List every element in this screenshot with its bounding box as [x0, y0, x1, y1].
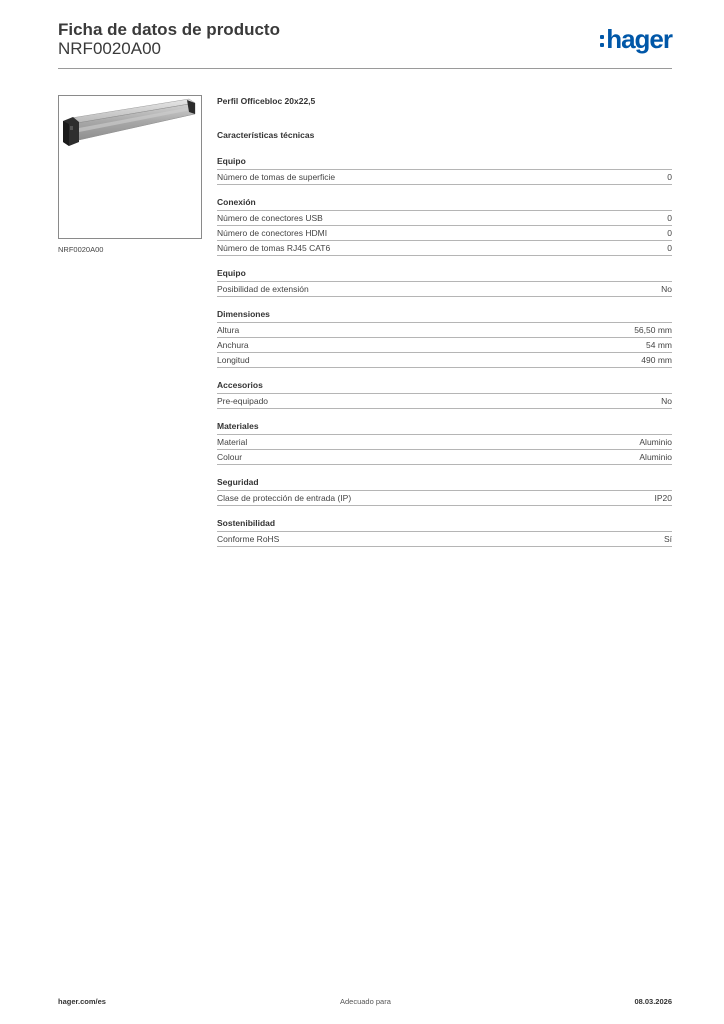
spec-label: Número de tomas RJ45 CAT6	[217, 243, 331, 253]
spec-row	[217, 353, 672, 368]
spec-label: Número de tomas de superficie	[217, 172, 336, 182]
spec-row	[217, 450, 672, 465]
footer-website-link[interactable]: hager.com/es	[58, 997, 106, 1006]
section-equipo	[217, 156, 672, 185]
aluminium-profile-illustration	[59, 96, 201, 238]
spec-label: Colour	[217, 452, 243, 462]
spec-sheet	[217, 96, 672, 547]
logo-text: hager	[606, 24, 672, 54]
spec-row	[217, 491, 672, 506]
spec-label: Material	[217, 437, 248, 447]
section-dimensiones	[217, 309, 672, 368]
spec-row	[217, 241, 672, 256]
section-title: Equipo	[217, 268, 672, 282]
logo-colon	[600, 35, 604, 47]
product-image	[58, 95, 202, 239]
spec-label: Pre-equipado	[217, 396, 269, 406]
spec-value: 0	[667, 172, 672, 182]
spec-value: 490 mm	[641, 355, 672, 365]
spec-row	[217, 338, 672, 353]
header-divider	[58, 68, 672, 69]
spec-row	[217, 435, 672, 450]
spec-value: No	[661, 284, 672, 294]
spec-row	[217, 226, 672, 241]
spec-value: Sí	[663, 534, 672, 544]
spec-label: Número de conectores USB	[217, 213, 323, 223]
spec-value: Aluminio	[639, 437, 672, 447]
spec-label: Altura	[217, 325, 240, 335]
section-accesorios	[217, 380, 672, 409]
page-title: Ficha de datos de producto	[58, 20, 280, 39]
spec-label: Número de conectores HDMI	[217, 228, 328, 238]
spec-value: Aluminio	[639, 452, 672, 462]
section-materiales	[217, 421, 672, 465]
spec-heading: Características técnicas	[217, 130, 315, 140]
section-seguridad	[217, 477, 672, 506]
hager-logo	[600, 26, 672, 52]
spec-label: Conforme RoHS	[217, 534, 280, 544]
spec-row	[217, 323, 672, 338]
footer-date: 08.03.2026	[634, 997, 672, 1006]
section-title: Sostenibilidad	[217, 518, 672, 532]
section-sostenibilidad	[217, 518, 672, 547]
spec-row	[217, 282, 672, 297]
spec-value: 0	[667, 243, 672, 253]
spec-value: 56,50 mm	[634, 325, 672, 335]
product-code: NRF0020A00	[58, 39, 162, 58]
spec-value: 54 mm	[646, 340, 672, 350]
image-caption: NRF0020A00	[58, 245, 104, 254]
section-conexion	[217, 197, 672, 256]
spec-value: 0	[667, 228, 672, 238]
section-title: Accesorios	[217, 380, 672, 394]
spec-label: Clase de protección de entrada (IP)	[217, 493, 352, 503]
section-equipo-2	[217, 268, 672, 297]
spec-value: 0	[667, 213, 672, 223]
spec-row	[217, 532, 672, 547]
spec-label: Longitud	[217, 355, 250, 365]
spec-row	[217, 170, 672, 185]
section-title: Materiales	[217, 421, 672, 435]
section-title: Conexión	[217, 197, 672, 211]
section-title: Dimensiones	[217, 309, 672, 323]
product-name: Perfil Officebloc 20x22,5	[217, 96, 316, 106]
spec-label: Anchura	[217, 340, 249, 350]
spec-row	[217, 211, 672, 226]
footer-center-text: Adecuado para	[340, 997, 391, 1006]
section-title: Seguridad	[217, 477, 672, 491]
section-title: Equipo	[217, 156, 672, 170]
spec-row	[217, 394, 672, 409]
spec-value: No	[661, 396, 672, 406]
spec-value: IP20	[654, 493, 672, 503]
spec-label: Posibilidad de extensión	[217, 284, 309, 294]
